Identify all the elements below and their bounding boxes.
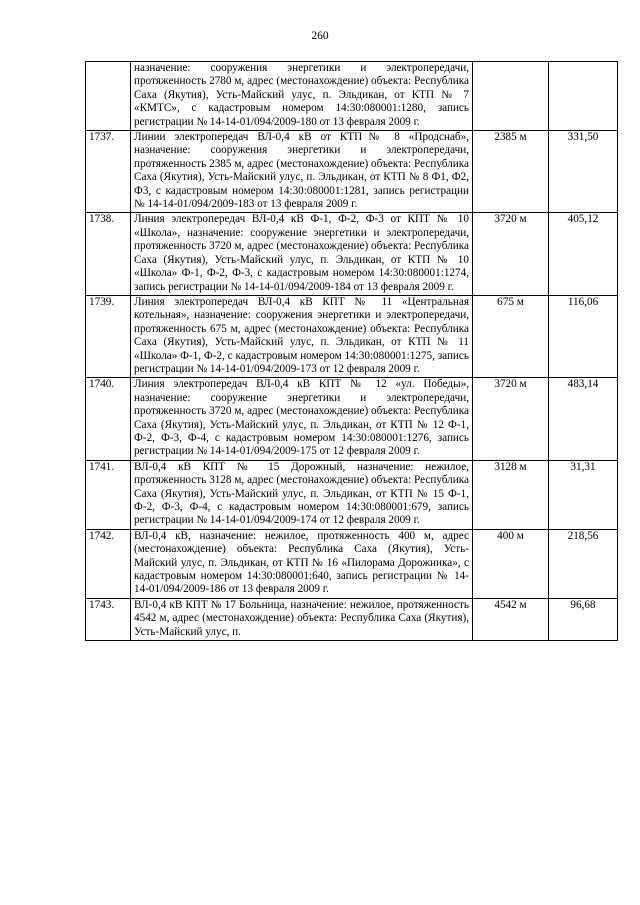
row-description: Линия электропередач ВЛ-0,4 кВ Ф-1, Ф-2, Ф-3 от КПТ № 10 «Школа», назначение: сооружение энергетики и электропередачи, протяженность 3720 м, адрес (местонахождение) объекта: Республика Саха (Якутия), Усть-Майский улус, п. Эльдикан, от КТП № 10 «Школа» Ф-1, Ф-2, Ф-3, с кадастровым номером 14:30:080001:1274, запись регистрации № 14-14-01/094/2009-184 от 13 февраля 2009 г.: [131, 213, 473, 295]
row-number: [86, 62, 131, 131]
table-row: [86, 529, 618, 598]
row-length: 2385 м: [473, 131, 549, 213]
row-value: 405,12: [549, 213, 618, 295]
row-value: 331,50: [549, 131, 618, 213]
row-number: 1743.: [86, 598, 131, 640]
row-value: [549, 62, 618, 131]
row-length: 3128 м: [473, 460, 549, 529]
row-number: 1737.: [86, 131, 131, 213]
row-description: ВЛ-0,4 кВ, назначение: нежилое, протяженность 400 м, адрес (местонахождение) объекта: Республика Саха (Якутия), Усть-Майский улус, п. Эльдикан, от КТП № 16 «Пилорама Дорожника», с кадастровым номером 14:30:080001:640, запись регистрации № 14-14-01/094/2009-186 от 13 февраля 2009 г.: [131, 529, 473, 598]
row-value: 483,14: [549, 378, 618, 460]
row-number: 1741.: [86, 460, 131, 529]
property-registry-table: [85, 61, 618, 641]
row-value: 116,06: [549, 295, 618, 377]
table-row: [86, 460, 618, 529]
row-length: [473, 62, 549, 131]
table-row: [86, 62, 618, 131]
table-row: [86, 378, 618, 460]
row-value: 31,31: [549, 460, 618, 529]
row-value: 96,68: [549, 598, 618, 640]
row-description: Линия электропередач ВЛ-0,4 кВ КПТ № 11 «Центральная котельная», назначение: сооружения энергетики и электропередачи, протяженность 675 м, адрес (местонахождение) объекта: Республика Саха (Якутия), Усть-Майский улус, п. Эльдикан, от КТП № 11 «Школа» Ф-1, Ф-2, с кадастровым номером 14:30:080001:1275, запись регистрации № 14-14-01/094/2009-173 от 12 февраля 2009 г.: [131, 295, 473, 377]
row-description: Линия электропередач ВЛ-0,4 кВ КПТ № 12 «ул. Победы», назначение: сооружение энергетики и электропередачи, протяженность 3720 м, адрес (местонахождение) объекта: Республика Саха (Якутия), Усть-Майский улус, п. Эльдикан, от КТП № 12 Ф-1, Ф-2, Ф-3, Ф-4, с кадастровым номером 14:30:080001:1276, запись регистрации № 14-14-01/094/2009-175 от 12 февраля 2009 г.: [131, 378, 473, 460]
page-number: 260: [311, 30, 329, 42]
row-length: 675 м: [473, 295, 549, 377]
row-number: 1739.: [86, 295, 131, 377]
row-description: Линии электропередач ВЛ-0,4 кВ от КТП№ 8 «Продснаб», назначение: сооружения энергетики и электропередачи, протяженность 2385 м, адрес (местонахождение) объекта: Республика Саха (Якутия), Усть-Майский улус, п. Эльдикан, от КТП № 8 Ф1, Ф2, Ф3, с кадастровым номером 14:30:080001:1281, запись регистрации № 14-14-01/094/2009-183 от 13 февраля 2009 г.: [131, 131, 473, 213]
row-value: 218,56: [549, 529, 618, 598]
table-row: [86, 295, 618, 377]
table-row: [86, 131, 618, 213]
row-length: 4542 м: [473, 598, 549, 640]
row-length: 3720 м: [473, 213, 549, 295]
row-length: 400 м: [473, 529, 549, 598]
row-number: 1738.: [86, 213, 131, 295]
row-number: 1740.: [86, 378, 131, 460]
row-description: ВЛ-0,4 кВ КПТ № 15 Дорожный, назначение: нежилое, протяженность 3128 м, адрес (местонахождение) объекта: Республика Саха (Якутия), Усть-Майский улус, п. Эльдикан, от КТП № 15 Ф-1, Ф-2, Ф-3, Ф-4, с кадастровым номером 14:30:080001:679, запись регистрации № 14-14-01/094/2009-174 от 12 февраля 2009 г.: [131, 460, 473, 529]
row-number: 1742.: [86, 529, 131, 598]
row-description: ВЛ-0,4 кВ КПТ № 17 Больница, назначение: нежилое, протяженность 4542 м, адрес (местонахождение) объекта: Республика Саха (Якутия), Усть-Майский улус, п.: [131, 598, 473, 640]
row-length: 3720 м: [473, 378, 549, 460]
table-row: [86, 598, 618, 640]
table-row: [86, 213, 618, 295]
row-description: назначение: сооружения энергетики и электропередачи, протяженность 2780 м, адрес (местонахождение) объекта: Республика Саха (Якутия), Усть-Майский улус, п. Эльдикан, от КТП № 7 «КМТС», с кадастровым номером 14:30:080001:1280, запись регистрации № 14-14-01/094/2009-180 от 13 февраля 2009 г.: [131, 62, 473, 131]
